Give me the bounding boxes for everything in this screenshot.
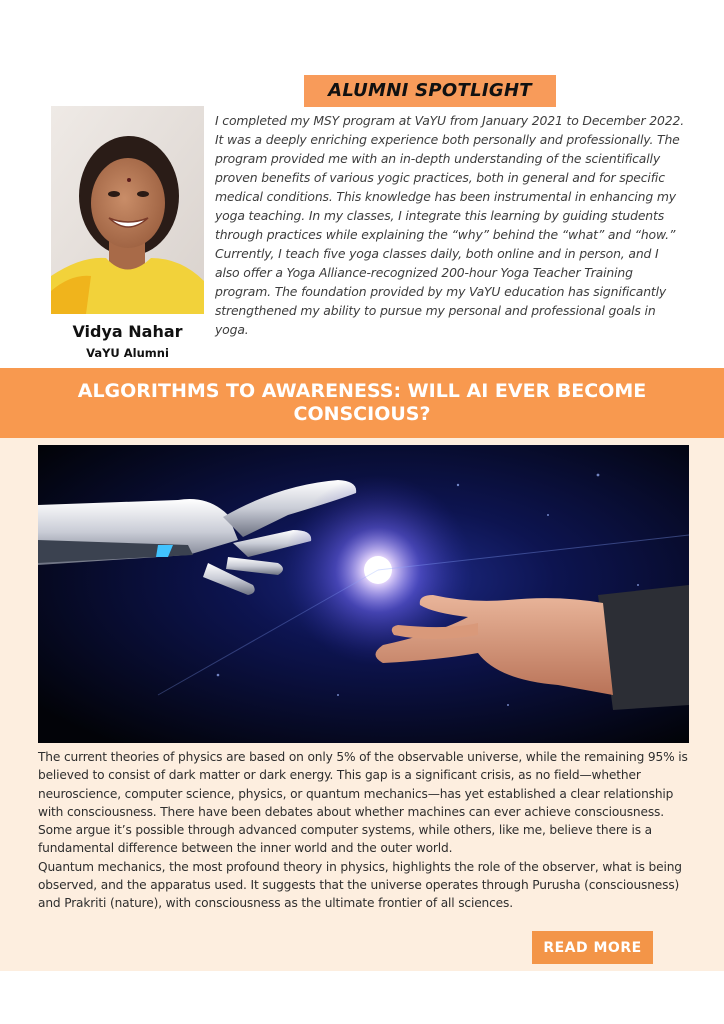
- alumni-role: VaYU Alumni: [86, 346, 169, 360]
- article-paragraph-1: The current theories of physics are based on only 5% of the observable universe, while the remaining 95% is believed to consist of dark matter or dark energy. This gap is a significant crisis, as no field—whether neuroscience, computer science, physics, or quantum mechanics—has yet established a clear relationship with consciousness. There have been debates about whether machines can ever achieve consciousness. Some argue it’s possible through advanced computer systems, while others, like me, believe there is a fundamental difference between the inner world and the outer world.: [38, 750, 688, 856]
- ai-hand-touch-image: [38, 445, 689, 743]
- robot-human-hand-illustration: [38, 445, 689, 743]
- alumni-photo: [51, 106, 204, 314]
- read-more-button[interactable]: READ MORE: [532, 931, 653, 964]
- spotlight-heading: ALUMNI SPOTLIGHT: [304, 75, 556, 107]
- alumni-portrait-image: [51, 106, 204, 314]
- article-paragraph-2: Quantum mechanics, the most profound theory in physics, highlights the role of the observer, what is being observed, and the apparatus used. It suggests that the universe operates through Purusha (consciousness) and Prakriti (nature), with consciousness as the ultimate frontier of all sciences.: [38, 859, 682, 911]
- alumni-name: Vidya Nahar: [72, 322, 183, 341]
- testimonial-text: I completed my MSY program at VaYU from January 2021 to December 2022. It was a deeply enriching experience both personally and professionally. The program provided me with an in-depth understanding of the scientifically proven benefits of various yogic practices, both in general and for specific medical conditions. This knowledge has been instrumental in enhancing my yoga teaching. In my classes, I integrate this learning by guiding students through practices while explaining the “why” behind the “what” and “how.” Currently, I teach five yoga classes daily, both online and in person, and I also offer a Yoga Alliance-recognized 200-hour Yoga Teacher Training program. The foundation provided by my VaYU education has significantly strengthened my ability to pursue my personal and professional goals in yoga.: [215, 113, 684, 337]
- article-body: [38, 748, 693, 913]
- article-title: ALGORITHMS TO AWARENESS: WILL AI EVER BECOME CONSCIOUS?: [0, 368, 724, 438]
